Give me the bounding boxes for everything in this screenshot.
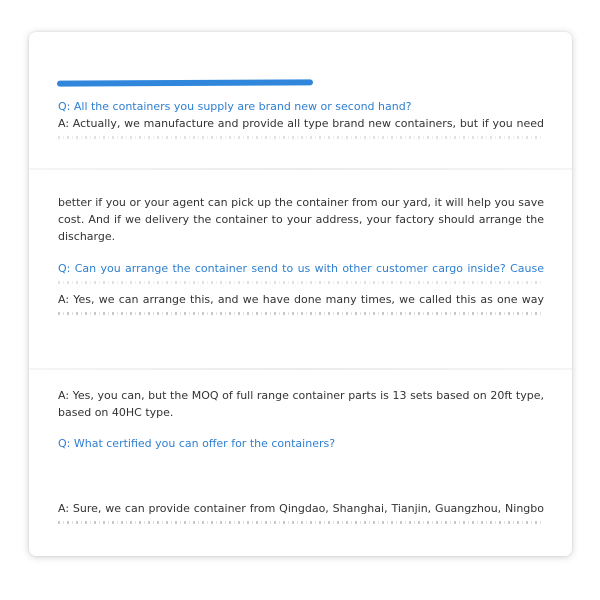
faq-card <box>29 32 572 556</box>
faq-question-new-or-used: Q: All the containers you supply are brand new or second hand? <box>58 100 412 113</box>
faq-answer-pickup-line-1: better if you or your agent can pick up the container from our yard, it will help you save <box>58 196 544 209</box>
faq-answer-moq-line-2: based on 40HC type. <box>58 406 174 419</box>
cropped-text-fragment <box>58 312 544 315</box>
faq-question-mixed-cargo: Q: Can you arrange the container send to us with other customer cargo inside? Cause <box>58 262 544 275</box>
section-gap <box>29 368 572 370</box>
faq-answer-new-or-used: A: Actually, we manufacture and provide all type brand new containers, but if you need <box>58 117 544 130</box>
faq-answer-ports: A: Sure, we can provide container from Qingdao, Shanghai, Tianjin, Guangzhou, Ningbo <box>58 502 544 515</box>
cropped-text-fragment <box>58 521 544 524</box>
faq-answer-moq-line-1: A: Yes, you can, but the MOQ of full range container parts is 13 sets based on 20ft type, <box>58 389 544 402</box>
section-gap <box>29 168 572 170</box>
cropped-text-fragment <box>58 136 544 139</box>
faq-answer-pickup-line-2: cost. And if we delivery the container to your address, your factory should arrange the <box>58 213 544 226</box>
cropped-text-fragment <box>58 281 544 284</box>
faq-answer-mixed-cargo: A: Yes, we can arrange this, and we have done many times, we called this as one way <box>58 293 544 306</box>
faq-question-certificates: Q: What certified you can offer for the containers? <box>58 437 336 450</box>
faq-answer-pickup-line-3: discharge. <box>58 230 116 243</box>
section-accent-bar <box>57 79 313 86</box>
